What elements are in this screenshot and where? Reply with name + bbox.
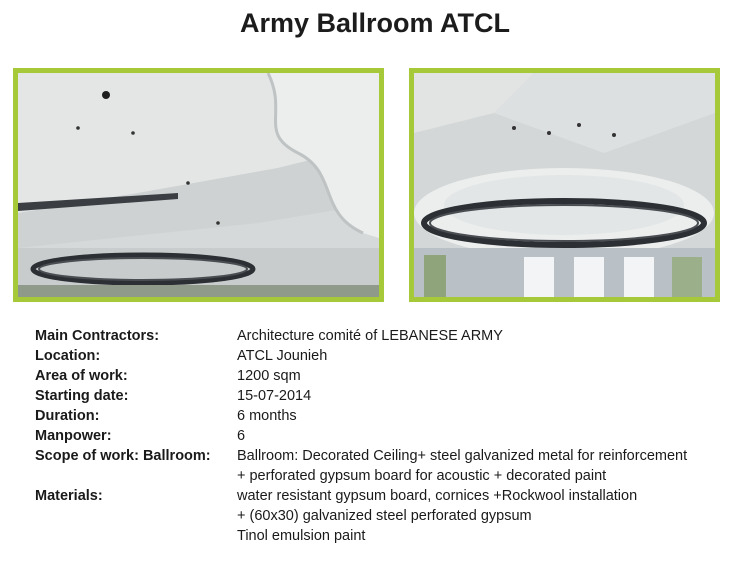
detail-label: Manpower: <box>35 428 112 444</box>
detail-label: Main Contractors: <box>35 328 160 344</box>
ceiling-photo-left-image <box>18 73 379 297</box>
detail-label: Area of work: <box>35 368 128 384</box>
ceiling-photo-right-image <box>414 73 715 297</box>
detail-location <box>35 346 687 366</box>
detail-label: Duration: <box>35 408 100 424</box>
detail-value-continued: + (60x30) galvanized steel perforated gypsum <box>237 508 532 524</box>
detail-value-continued: + perforated gypsum board for acoustic + decorated paint <box>237 468 607 484</box>
detail-main-contractors <box>35 326 687 346</box>
detail-value: 1200 sqm <box>237 368 301 384</box>
detail-label: Location: <box>35 348 101 364</box>
detail-value-continued: Tinol emulsion paint <box>237 528 366 544</box>
page-title: Army Ballroom ATCL <box>239 8 511 38</box>
detail-value: water resistant gypsum board, cornices +Rockwool installation <box>237 488 638 504</box>
detail-value: ATCL Jounieh <box>237 348 328 364</box>
detail-value: 15-07-2014 <box>237 388 312 404</box>
detail-label: Scope of work: Ballroom: <box>35 448 211 464</box>
detail-value: 6 <box>237 428 246 444</box>
detail-manpower <box>35 426 687 446</box>
detail-materials <box>35 486 687 506</box>
detail-duration <box>35 406 687 426</box>
ceiling-photo-right <box>409 68 720 302</box>
detail-value: Architecture comité of LEBANESE ARMY <box>237 328 503 344</box>
detail-label: Materials: <box>35 488 103 504</box>
detail-starting-date <box>35 386 687 406</box>
detail-value: Ballroom: Decorated Ceiling+ steel galvanized metal for reinforcement <box>237 448 688 464</box>
ceiling-photo-left <box>13 68 384 302</box>
detail-area-of-work <box>35 366 687 386</box>
detail-value: 6 months <box>237 408 297 424</box>
detail-scope-of-work <box>35 446 687 466</box>
project-details <box>35 326 687 546</box>
detail-label: Starting date: <box>35 388 129 404</box>
